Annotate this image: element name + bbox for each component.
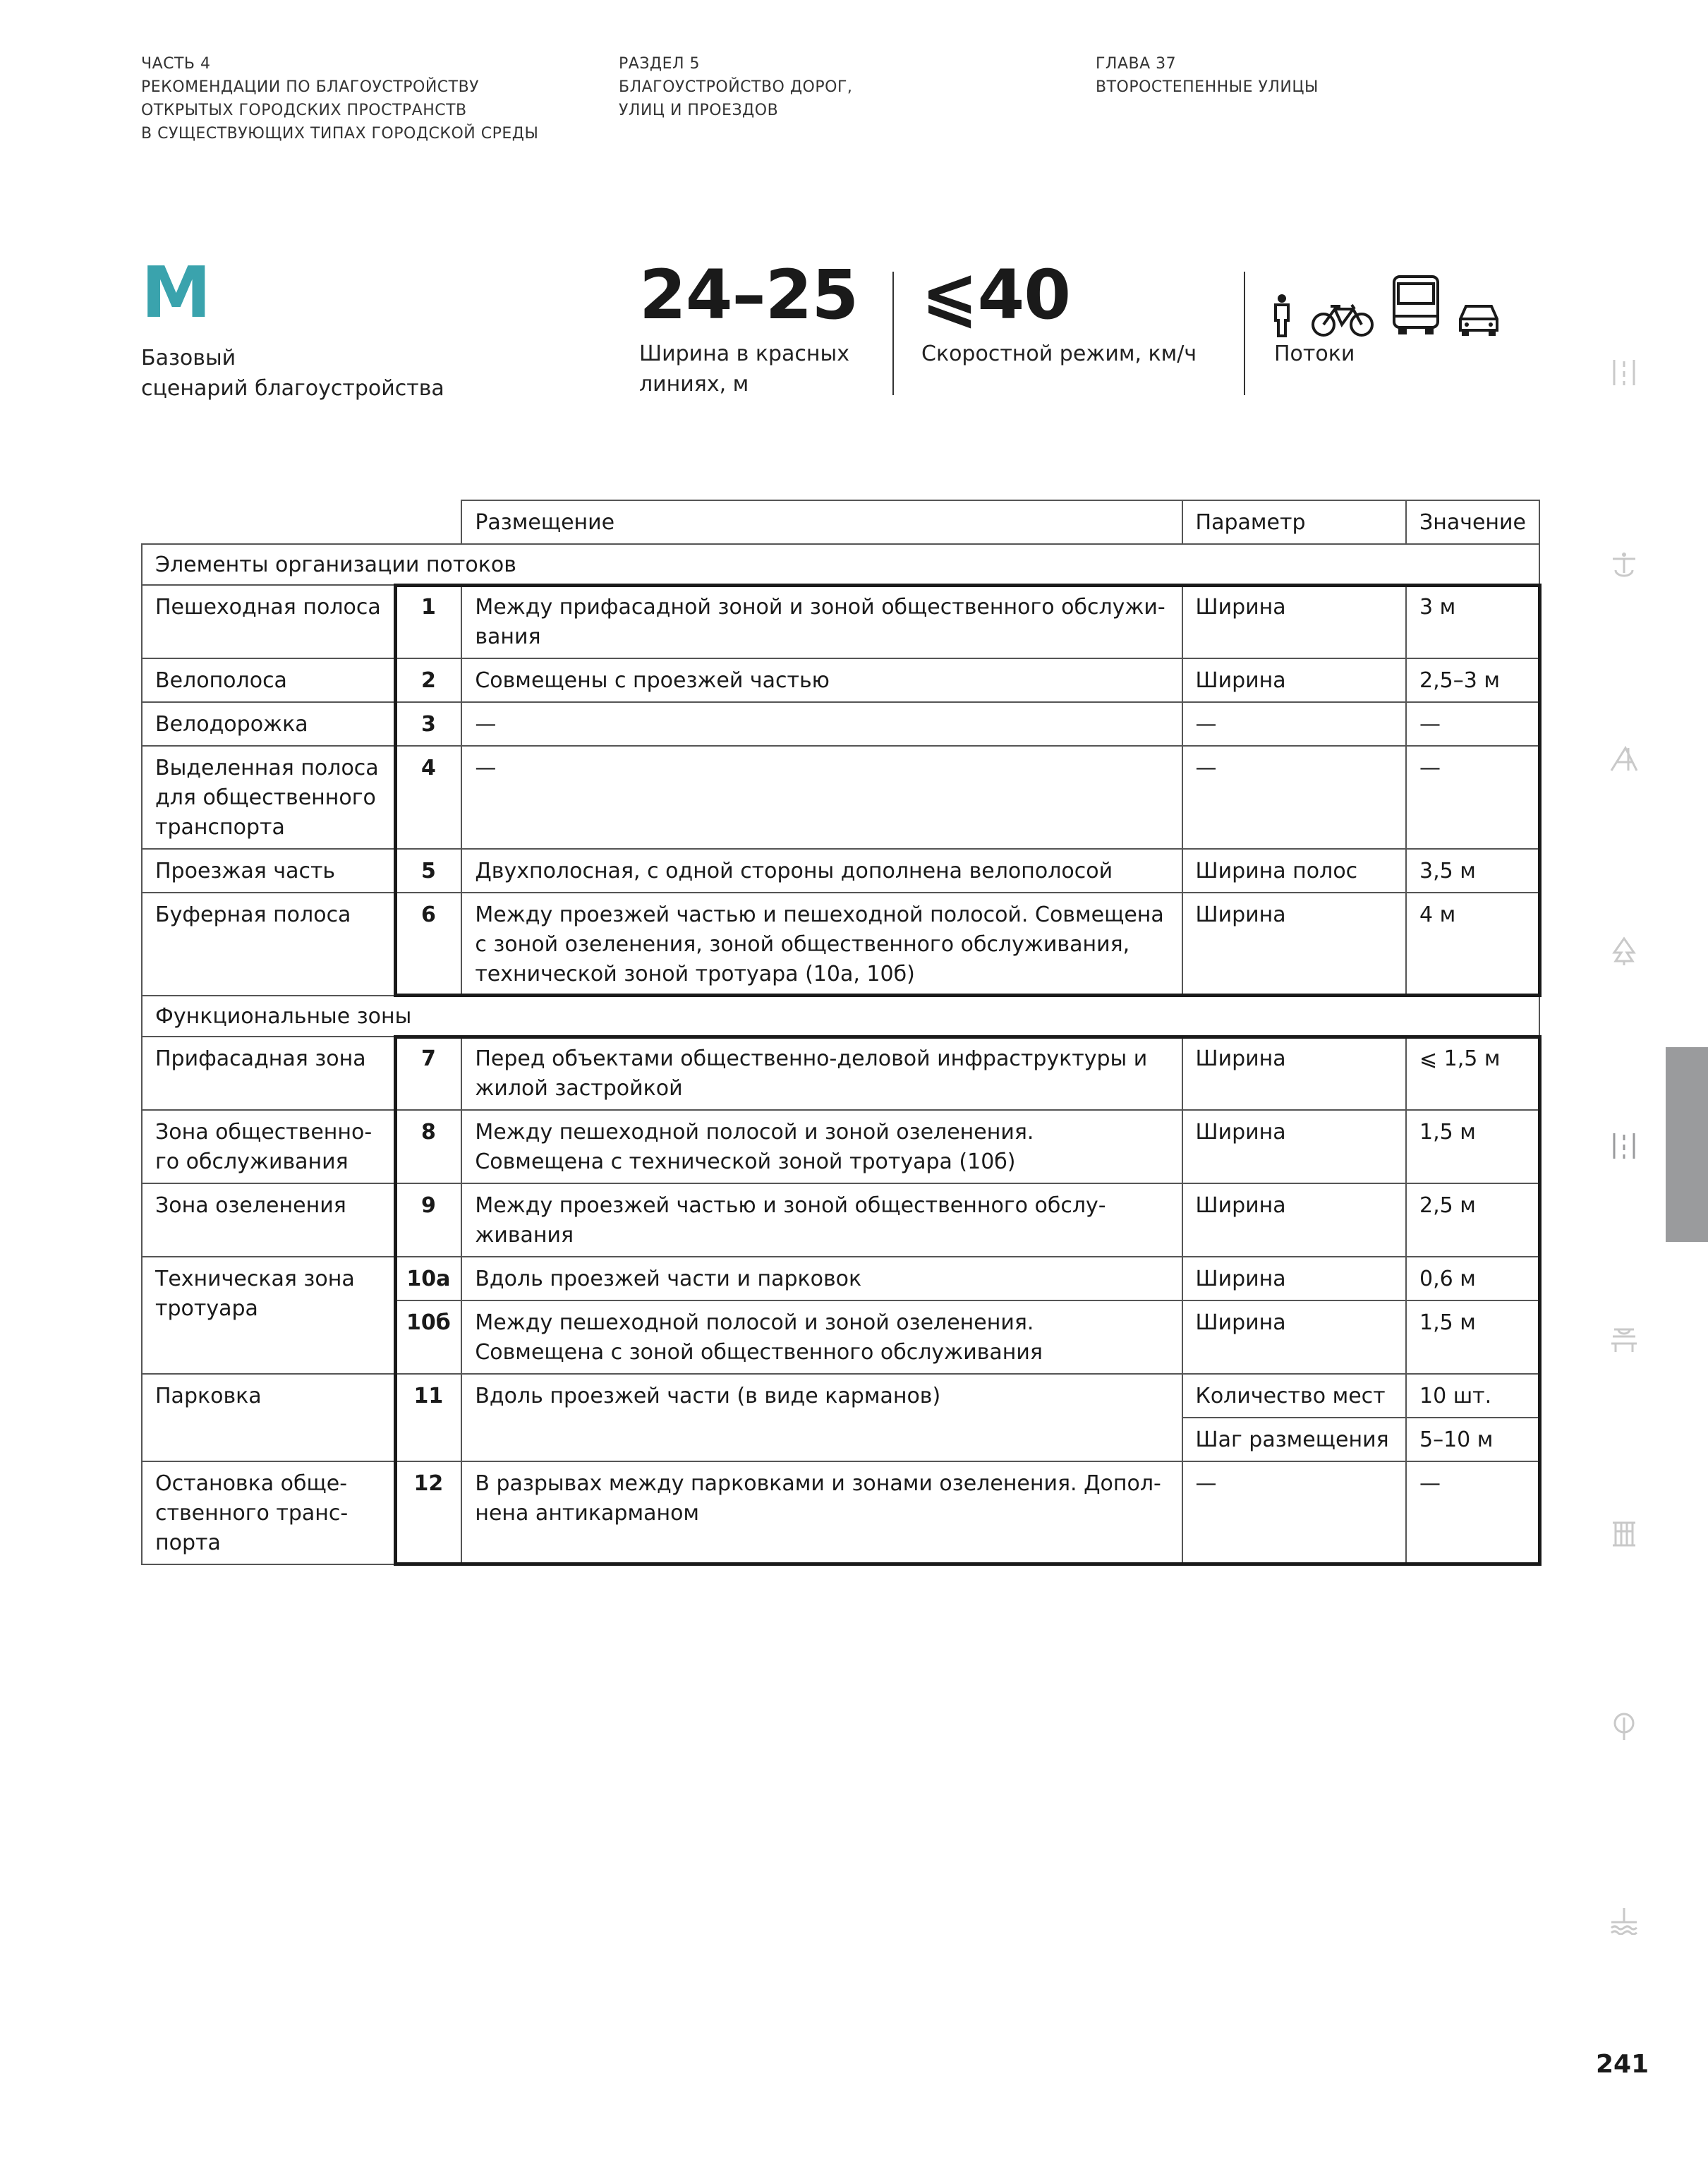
section-row bbox=[142, 544, 1539, 585]
row-number: 9 bbox=[395, 1183, 461, 1257]
row-placement: Между проезжей частью и пешеходной полосой. Совмещена с зоной озеленения, зоной общественного обслуживания, технической зоной тротуара (10а, 10б) bbox=[461, 893, 1182, 996]
metric-divider bbox=[1244, 272, 1245, 395]
building-icon bbox=[1609, 1517, 1640, 1548]
table-header-row bbox=[142, 500, 1539, 544]
row-placement: Перед объектами общественно-деловой инфраструктуры и жилой застройкой bbox=[461, 1037, 1182, 1110]
row-name: Буферная полоса bbox=[142, 893, 395, 996]
table-row bbox=[142, 849, 1539, 893]
row-name: Техническая зона тротуара bbox=[142, 1257, 395, 1374]
speed-caption bbox=[921, 339, 1197, 369]
header-placement: Размещение bbox=[461, 500, 1182, 544]
row-number: 1 bbox=[395, 585, 461, 658]
row-number: 11 bbox=[395, 1374, 461, 1461]
chapter-tab bbox=[1666, 1047, 1708, 1242]
header-chapter bbox=[1096, 52, 1319, 99]
row-placement: Совмещены с проезжей частью bbox=[461, 658, 1182, 702]
row-value: 10 шт. bbox=[1406, 1374, 1539, 1418]
car-icon bbox=[1456, 301, 1501, 337]
header-value: Значение bbox=[1406, 500, 1539, 544]
header-part-line: В СУЩЕСТВУЮЩИХ ТИПАХ ГОРОДСКОЙ СРЕДЫ bbox=[141, 125, 539, 143]
row-parameter: Ширина bbox=[1182, 1183, 1406, 1257]
round-tree-icon bbox=[1609, 1710, 1640, 1742]
row-parameter: Ширина bbox=[1182, 1110, 1406, 1183]
table-row bbox=[142, 1037, 1539, 1110]
row-value: — bbox=[1406, 746, 1539, 849]
park-bench-icon bbox=[1609, 1324, 1640, 1355]
header-parameter: Параметр bbox=[1182, 500, 1406, 544]
table-header-blank bbox=[142, 500, 461, 544]
row-name: Выделенная полоса для общественного транспорта bbox=[142, 746, 395, 849]
header-part-line: ЧАСТЬ 4 bbox=[141, 55, 211, 73]
row-parameter: Количество мест bbox=[1182, 1374, 1406, 1418]
header-section bbox=[619, 52, 852, 122]
scenario-label bbox=[141, 343, 444, 404]
row-name: Велодорожка bbox=[142, 702, 395, 746]
row-number: 12 bbox=[395, 1461, 461, 1564]
road-section-active-icon bbox=[1609, 1130, 1640, 1161]
bicycle-icon bbox=[1309, 302, 1376, 337]
row-number: 7 bbox=[395, 1037, 461, 1110]
row-placement: Двухполосная, с одной стороны дополнена велополосой bbox=[461, 849, 1182, 893]
zones-table bbox=[141, 500, 1540, 1565]
row-name: Прифасадная зона bbox=[142, 1037, 395, 1110]
row-number: 3 bbox=[395, 702, 461, 746]
row-value: 2,5–3 м bbox=[1406, 658, 1539, 702]
table-row bbox=[142, 1183, 1539, 1257]
row-value: 3 м bbox=[1406, 585, 1539, 658]
section-zones-title: Функциональные зоны bbox=[142, 996, 1539, 1037]
flows-icons bbox=[1270, 267, 1501, 337]
table-row bbox=[142, 1257, 1539, 1300]
row-parameter: Шаг размещения bbox=[1182, 1418, 1406, 1461]
row-parameter: Ширина bbox=[1182, 893, 1406, 996]
speed-caption-line: Скоростной режим, км/ч bbox=[921, 342, 1197, 366]
table-row bbox=[142, 1374, 1539, 1418]
row-parameter: — bbox=[1182, 1461, 1406, 1564]
water-icon bbox=[1609, 1904, 1640, 1935]
row-parameter: Ширина bbox=[1182, 1037, 1406, 1110]
row-value: 4 м bbox=[1406, 893, 1539, 996]
row-number: 10а bbox=[395, 1257, 461, 1300]
row-number: 10б bbox=[395, 1300, 461, 1374]
row-placement: — bbox=[461, 702, 1182, 746]
header-part bbox=[141, 52, 538, 145]
fountain-icon bbox=[1609, 549, 1640, 580]
page-number: 241 bbox=[1596, 2050, 1649, 2079]
table-row bbox=[142, 702, 1539, 746]
row-value: 1,5 м bbox=[1406, 1300, 1539, 1374]
flows-label: Потоки bbox=[1274, 342, 1355, 366]
width-caption-line: линиях, м bbox=[639, 372, 749, 397]
tree-icon bbox=[1609, 936, 1640, 967]
row-name: Парковка bbox=[142, 1374, 395, 1461]
row-placement: Между прифасадной зоной и зоной общественного обслужи-вания bbox=[461, 585, 1182, 658]
row-name: Зона общественно-го обслуживания bbox=[142, 1110, 395, 1183]
bus-icon bbox=[1391, 274, 1441, 337]
width-metric bbox=[639, 255, 859, 399]
row-value: 3,5 м bbox=[1406, 849, 1539, 893]
row-name: Остановка обще-ственного транс-порта bbox=[142, 1461, 395, 1564]
table-row bbox=[142, 1110, 1539, 1183]
section-flows-title: Элементы организации потоков bbox=[142, 544, 1539, 585]
table-row bbox=[142, 1461, 1539, 1564]
width-caption-line: Ширина в красных bbox=[639, 342, 849, 366]
row-parameter: — bbox=[1182, 746, 1406, 849]
row-name: Зона озеленения bbox=[142, 1183, 395, 1257]
row-value: — bbox=[1406, 702, 1539, 746]
row-placement: Между пешеходной полосой и зоной озеленения. Совмещена с технической зоной тротуара (10б) bbox=[461, 1110, 1182, 1183]
row-placement: В разрывах между парковками и зонами озеленения. Допол-нена антикарманом bbox=[461, 1461, 1182, 1564]
row-number: 2 bbox=[395, 658, 461, 702]
table-row bbox=[142, 746, 1539, 849]
row-value: ⩽ 1,5 м bbox=[1406, 1037, 1539, 1110]
playground-icon bbox=[1609, 742, 1640, 773]
row-number: 5 bbox=[395, 849, 461, 893]
table-row bbox=[142, 585, 1539, 658]
row-parameter: Ширина bbox=[1182, 658, 1406, 702]
row-value: 5–10 м bbox=[1406, 1418, 1539, 1461]
road-section-icon bbox=[1609, 357, 1640, 388]
width-caption bbox=[639, 339, 858, 399]
row-placement: — bbox=[461, 746, 1182, 849]
header-section-line: РАЗДЕЛ 5 bbox=[619, 55, 701, 73]
header-part-line: ОТКРЫТЫХ ГОРОДСКИХ ПРОСТРАНСТВ bbox=[141, 102, 467, 119]
pedestrian-icon bbox=[1270, 294, 1294, 337]
row-placement: Вдоль проезжей части (в виде карманов) bbox=[461, 1374, 1182, 1461]
row-parameter: Ширина bbox=[1182, 1257, 1406, 1300]
table-row bbox=[142, 658, 1539, 702]
row-name: Велополоса bbox=[142, 658, 395, 702]
header-chapter-line: ГЛАВА 37 bbox=[1096, 55, 1177, 73]
row-parameter: — bbox=[1182, 702, 1406, 746]
scenario-label-line: Базовый bbox=[141, 346, 236, 370]
table-row bbox=[142, 893, 1539, 996]
row-parameter: Ширина полос bbox=[1182, 849, 1406, 893]
row-value: 1,5 м bbox=[1406, 1110, 1539, 1183]
scenario-letter: М bbox=[141, 251, 212, 334]
row-name: Пешеходная полоса bbox=[142, 585, 395, 658]
section-row bbox=[142, 996, 1539, 1037]
row-number: 8 bbox=[395, 1110, 461, 1183]
row-placement: Между проезжей частью и зоной общественного обслу-живания bbox=[461, 1183, 1182, 1257]
width-value: 24–25 bbox=[639, 255, 859, 334]
speed-value: ⩽40 bbox=[921, 255, 1071, 334]
row-parameter: Ширина bbox=[1182, 585, 1406, 658]
header-section-line: УЛИЦ И ПРОЕЗДОВ bbox=[619, 102, 779, 119]
row-value: — bbox=[1406, 1461, 1539, 1564]
row-value: 0,6 м bbox=[1406, 1257, 1539, 1300]
scenario-label-line: сценарий благоустройства bbox=[141, 376, 444, 401]
metric-divider bbox=[892, 272, 894, 395]
row-placement: Между пешеходной полосой и зоной озеленения. Совмещена с зоной общественного обслуживания bbox=[461, 1300, 1182, 1374]
header-chapter-line: ВТОРОСТЕПЕННЫЕ УЛИЦЫ bbox=[1096, 78, 1319, 96]
header-part-line: РЕКОМЕНДАЦИИ ПО БЛАГОУСТРОЙСТВУ bbox=[141, 78, 480, 96]
row-number: 6 bbox=[395, 893, 461, 996]
row-parameter: Ширина bbox=[1182, 1300, 1406, 1374]
row-number: 4 bbox=[395, 746, 461, 849]
speed-metric bbox=[921, 255, 1197, 369]
row-name: Проезжая часть bbox=[142, 849, 395, 893]
header-section-line: БЛАГОУСТРОЙСТВО ДОРОГ, bbox=[619, 78, 853, 96]
row-placement: Вдоль проезжей части и парковок bbox=[461, 1257, 1182, 1300]
row-value: 2,5 м bbox=[1406, 1183, 1539, 1257]
